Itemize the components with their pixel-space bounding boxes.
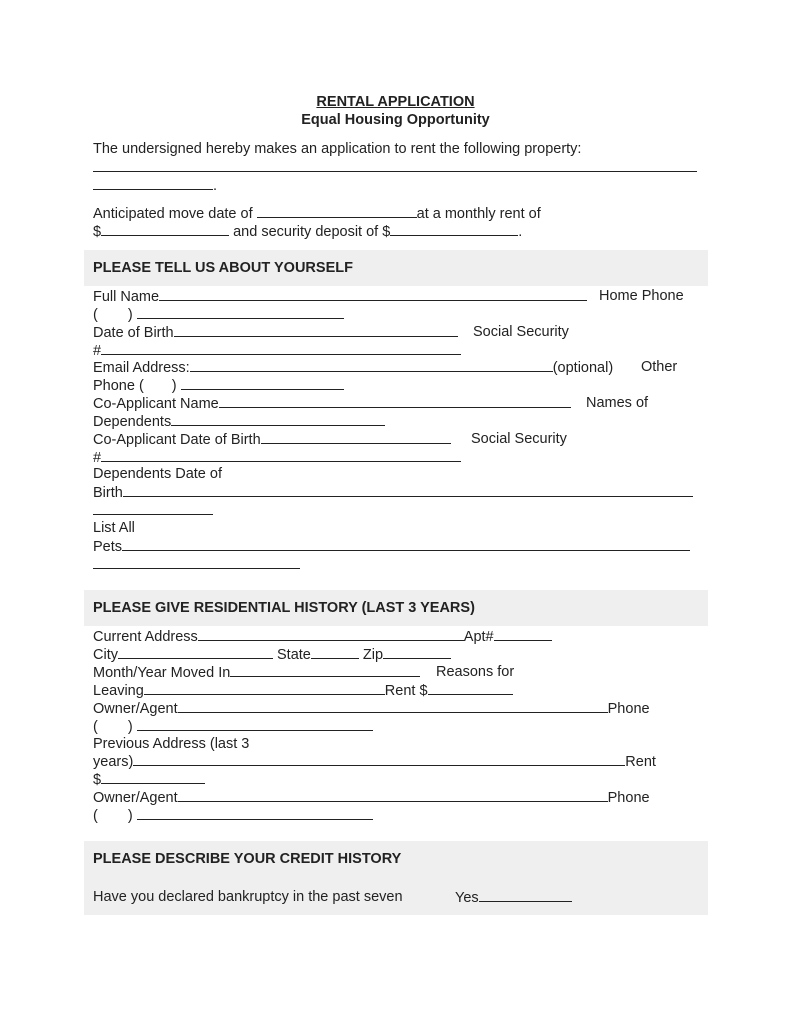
email-field[interactable] [190, 358, 553, 372]
deposit-field[interactable] [390, 222, 518, 236]
city-field[interactable] [118, 645, 273, 659]
co-applicant-row [93, 394, 571, 413]
leaving-row [93, 681, 513, 700]
phone-label: Phone [607, 701, 650, 717]
pets-row [93, 537, 690, 556]
names-of-label: Names of [586, 395, 649, 411]
property-field-2[interactable] [93, 176, 213, 190]
paren-open: ( [93, 307, 98, 323]
owner-agent-field-2[interactable] [178, 788, 608, 802]
dependents-row [93, 412, 385, 431]
city-row [93, 645, 451, 664]
dob-field[interactable] [174, 323, 458, 337]
home-phone-label: Home Phone [599, 288, 684, 304]
dob-row [93, 323, 458, 342]
home-phone-row [93, 305, 344, 324]
co-ssn-field[interactable] [101, 448, 461, 462]
dep-dob-field[interactable] [123, 483, 693, 497]
moved-in-field[interactable] [230, 663, 420, 677]
zip-label: Zip [362, 647, 384, 663]
owner-phone-field-2[interactable] [137, 806, 373, 820]
phone-label: Phone [607, 790, 650, 806]
previous-address-label-1: Previous Address (last 3 [93, 736, 250, 752]
moved-in-row [93, 663, 420, 682]
paren-close: ) [127, 719, 133, 735]
pets-field[interactable] [122, 537, 690, 551]
section-residential-header [84, 590, 708, 626]
paren-close: ) [127, 307, 133, 323]
pets-row-2 [93, 555, 300, 574]
current-address-row [93, 627, 552, 646]
zip-field[interactable] [383, 645, 451, 659]
bankruptcy-yes-row [455, 888, 572, 907]
co-dob-row [93, 430, 451, 449]
intro-text: The undersigned hereby makes an application to rent the following property: [93, 141, 582, 157]
other-phone-field[interactable] [181, 376, 344, 390]
full-name-field[interactable] [159, 287, 587, 301]
hash: # [93, 343, 102, 359]
owner-phone-row [93, 717, 373, 736]
full-name-row [93, 287, 587, 306]
move-date-row [93, 204, 541, 223]
owner-phone-row-2 [93, 806, 373, 825]
dep-dob-row [93, 483, 693, 502]
pets-label: Pets [93, 539, 123, 555]
reasons-for-label: Reasons for [436, 664, 515, 680]
optional-label: (optional) [552, 360, 614, 376]
move-date-label: Anticipated move date of [93, 206, 253, 222]
dep-dob-label-1: Dependents Date of [93, 466, 222, 482]
other-label: Other [641, 359, 678, 375]
co-applicant-name-label: Co-Applicant Name [93, 396, 219, 412]
paren-close: ) [171, 378, 177, 394]
dep-dob-field-2[interactable] [93, 501, 213, 515]
deposit-row [93, 222, 522, 241]
owner-phone-field[interactable] [137, 717, 373, 731]
home-phone-field[interactable] [137, 305, 344, 319]
current-address-label: Current Address [93, 629, 198, 645]
section-about-header [84, 250, 708, 286]
pets-field-2[interactable] [93, 555, 300, 569]
phone-label: Phone ( [93, 378, 144, 394]
apt-label: Apt# [463, 629, 494, 645]
previous-address-field[interactable] [133, 752, 625, 766]
leaving-label: Leaving [93, 683, 144, 699]
previous-rent-row [93, 770, 205, 789]
co-dob-label: Co-Applicant Date of Birth [93, 432, 261, 448]
dollar-sign: $ [93, 224, 102, 240]
monthly-rent-field[interactable] [101, 222, 229, 236]
co-dob-field[interactable] [261, 430, 451, 444]
state-field[interactable] [311, 645, 359, 659]
birth-label: Birth [93, 485, 123, 501]
pets-label-1: List All [93, 520, 135, 536]
page-subtitle: Equal Housing Opportunity [301, 112, 490, 128]
section-about-title: PLEASE TELL US ABOUT YOURSELF [93, 260, 353, 276]
co-applicant-name-field[interactable] [219, 394, 571, 408]
leaving-field[interactable] [144, 681, 385, 695]
section-residential-title: PLEASE GIVE RESIDENTIAL HISTORY (LAST 3 YEARS) [93, 600, 475, 616]
dep-dob-row-2 [93, 501, 213, 520]
deposit-label: and security deposit of $ [233, 224, 391, 240]
section-credit-title: PLEASE DESCRIBE YOUR CREDIT HISTORY [93, 851, 402, 867]
rent-label: Rent [625, 754, 656, 770]
dependents-label: Dependents [93, 414, 172, 430]
state-label: State [277, 647, 311, 663]
paren-close: ) [127, 808, 133, 824]
dollar-sign: $ [93, 772, 102, 788]
city-label: City [93, 647, 118, 663]
previous-address-row [93, 752, 656, 771]
property-line [93, 158, 697, 177]
paren-open: ( [93, 719, 98, 735]
owner-agent-label: Owner/Agent [93, 701, 178, 717]
section-credit-header [84, 841, 708, 915]
owner-agent-field[interactable] [178, 699, 608, 713]
monthly-rent-label: at a monthly rent of [416, 206, 541, 222]
dependents-field[interactable] [171, 412, 385, 426]
years-label: years) [93, 754, 134, 770]
dob-label: Date of Birth [93, 325, 174, 341]
property-field[interactable] [93, 158, 697, 172]
rent-field[interactable] [428, 681, 513, 695]
bankruptcy-yes-field[interactable] [479, 888, 572, 902]
move-date-field[interactable] [257, 204, 417, 218]
owner-agent-row-2 [93, 788, 650, 807]
email-label: Email Address: [93, 360, 190, 376]
current-address-field[interactable] [198, 627, 464, 641]
period: . [518, 224, 523, 240]
bankruptcy-question: Have you declared bankruptcy in the past seven [93, 889, 403, 905]
period: . [213, 178, 218, 194]
apt-field[interactable] [494, 627, 552, 641]
ssn-field[interactable] [101, 341, 461, 355]
rent-label: Rent $ [384, 683, 428, 699]
property-line-2 [93, 176, 217, 195]
moved-in-label: Month/Year Moved In [93, 665, 231, 681]
email-row [93, 358, 613, 377]
co-ssn-label: Social Security [471, 431, 567, 447]
owner-agent-label: Owner/Agent [93, 790, 178, 806]
yes-label: Yes [455, 890, 479, 906]
owner-agent-row [93, 699, 650, 718]
ssn-label: Social Security [473, 324, 569, 340]
page-title: RENTAL APPLICATION [316, 94, 475, 110]
previous-rent-field[interactable] [101, 770, 205, 784]
hash: # [93, 450, 102, 466]
full-name-label: Full Name [93, 289, 160, 305]
other-phone-row [93, 376, 344, 395]
paren-open: ( [93, 808, 98, 824]
